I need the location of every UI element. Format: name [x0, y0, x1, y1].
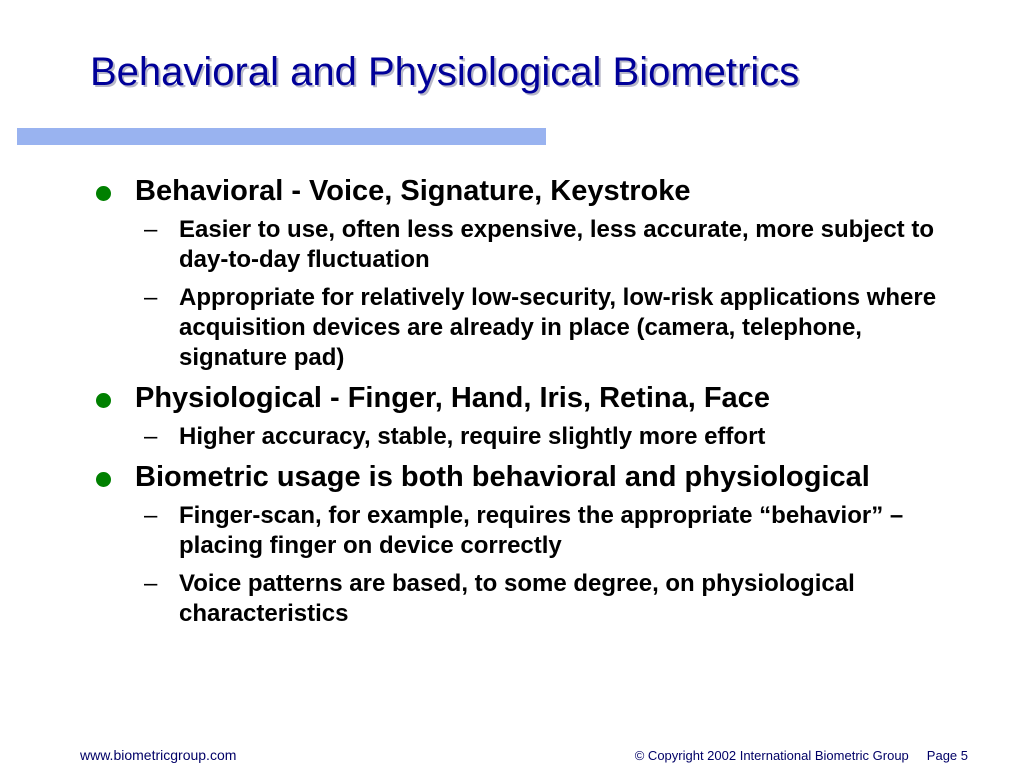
sub-bullet-item: [92, 501, 972, 561]
dash-icon: –: [144, 284, 158, 311]
sub-bullet-item: [92, 283, 972, 373]
sub-bullet-text: Appropriate for relatively low-security, low-risk applications where acquisition devices are already in place (camera, telephone, signature pad): [179, 284, 937, 371]
bullet-list: [92, 174, 972, 637]
bullet-dot-icon: [96, 472, 111, 487]
page-number: Page 5: [926, 748, 968, 763]
dash-icon: –: [144, 216, 158, 243]
title-underline-bar: [17, 128, 546, 145]
bullet-text: Biometric usage is both behavioral and physiological: [135, 461, 870, 493]
slide-title: Behavioral and Physiological Biometrics: [90, 50, 800, 94]
dash-icon: –: [144, 423, 158, 450]
sub-bullet-text: Easier to use, often less expensive, less accurate, more subject to day-to-day fluctuation: [179, 216, 934, 273]
bullet-item: [92, 381, 972, 416]
sub-bullet-item: [92, 215, 972, 275]
bullet-text: Behavioral - Voice, Signature, Keystroke: [135, 175, 691, 207]
bullet-text: Physiological - Finger, Hand, Iris, Retina, Face: [135, 382, 770, 414]
footer-website: www.biometricgroup.com: [80, 747, 237, 763]
dash-icon: –: [144, 570, 158, 597]
sub-bullet-item: [92, 422, 972, 452]
bullet-dot-icon: [96, 186, 111, 201]
dash-icon: –: [144, 502, 158, 529]
sub-bullet-item: [92, 569, 972, 629]
footer-copyright: © Copyright 2002 International Biometric Group: [634, 748, 909, 763]
bullet-item: [92, 174, 972, 209]
sub-bullet-text: Higher accuracy, stable, require slightly more effort: [179, 423, 766, 450]
bullet-item: [92, 460, 972, 495]
bullet-dot-icon: [96, 393, 111, 408]
sub-bullet-text: Finger-scan, for example, requires the appropriate “behavior” – placing finger on device correctly: [179, 502, 904, 559]
footer-right: [635, 748, 968, 763]
sub-bullet-text: Voice patterns are based, to some degree, on physiological characteristics: [179, 570, 855, 627]
